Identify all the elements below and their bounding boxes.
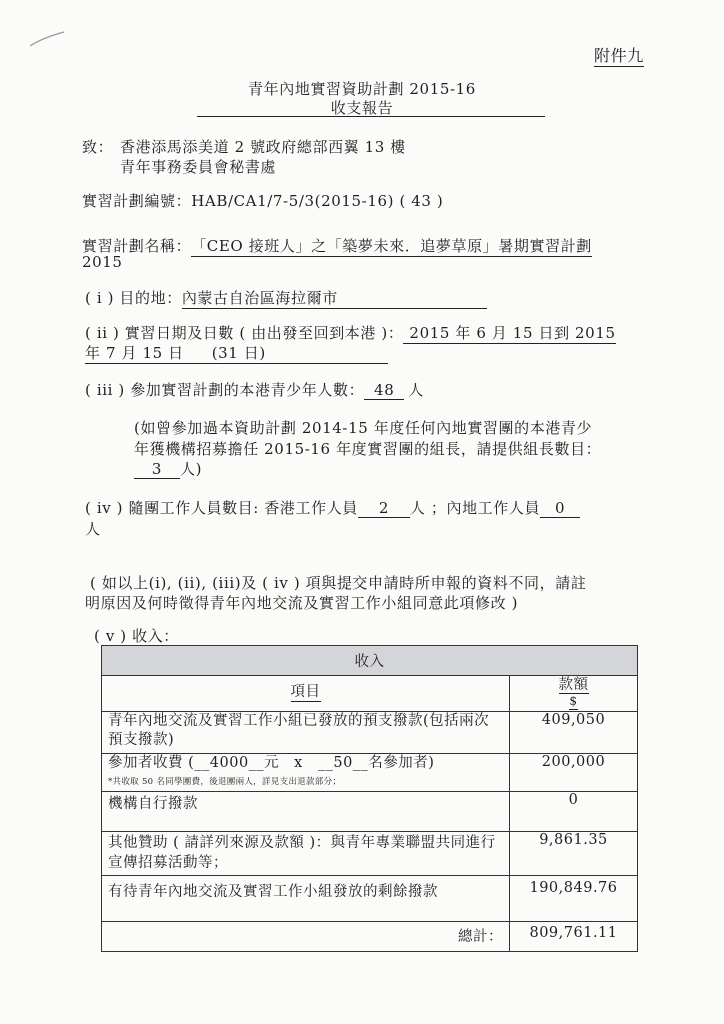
program-name-label: 實習計劃名稱：: [82, 237, 192, 255]
income-label: ( v ) 收入：: [94, 627, 179, 645]
income-table-title: 收入: [102, 646, 638, 676]
income-table: [101, 645, 638, 952]
staff-mid-label: 人 ；內地工作人員: [409, 499, 541, 517]
title-underline: [197, 116, 545, 117]
leaders-count: [134, 458, 202, 479]
currency-label: $: [569, 694, 578, 708]
destination-value: 內蒙古自治區海拉爾市: [182, 287, 487, 309]
youth-count-unit: 人: [408, 381, 424, 399]
staff-mainland-value: 0: [540, 499, 580, 518]
pen-mark: [28, 30, 68, 50]
row-advance-item: 青年內地交流及實習工作小組已發放的預支撥款(包括兩次預支撥款): [102, 712, 510, 754]
recipient-office: 青年事務委員會秘書處: [120, 158, 277, 176]
row-fee-amount: 200,000: [510, 754, 638, 792]
dates-days: (31 日): [211, 344, 266, 362]
program-number-label: 實習計劃編號：: [82, 192, 192, 210]
dates-value-1: 2015 年 6 月 15 日到 2015: [403, 322, 615, 344]
row-remaining-item: 有待青年內地交流及實習工作小組發放的剩餘撥款: [102, 876, 510, 922]
row-fee-cell: [102, 754, 510, 792]
staff-hk-value: 2: [358, 499, 410, 518]
youth-count-label: ( iii ) 參加實習計劃的本港青少年人數：: [85, 381, 365, 399]
program-name-value: 「CEO 接班人」之「築夢未來．追夢草原」暑期實習計劃: [191, 237, 592, 255]
report-subtitle: 收支報告: [330, 99, 394, 117]
destination: [85, 287, 487, 309]
row-fee-note: *共收取 50 名同學團費，後退團兩人，詳見支出退款部分；: [108, 777, 342, 787]
dates-line-2: [85, 342, 388, 364]
report-title: 青年內地實習資助計劃 2015-16: [248, 80, 476, 98]
leaders-note-1: (如曾參加過本資助計劃 2014-15 年度任何內地實習團的本港青少: [134, 419, 593, 437]
row-fee-item: 參加者收費 (__4000__元 x __50__名參加者): [108, 755, 435, 771]
row-advance-amount: 409,050: [510, 712, 638, 754]
program-year: 2015: [82, 253, 123, 271]
staff-count: [85, 497, 580, 518]
dates-value-2: 年 7 月 15 日 (31 日): [85, 342, 388, 364]
recipient-address: 香港添馬添美道 2 號政府總部西翼 13 樓: [120, 138, 406, 156]
total-row: [102, 922, 638, 952]
dates: [85, 322, 616, 344]
table-row: [102, 832, 638, 876]
table-row: [102, 792, 638, 832]
staff-count-label: ( iv ) 隨團工作人員數目: 香港工作人員: [85, 499, 358, 517]
dates-label: ( ii ) 實習日期及日數 ( 由出發至回到本港 )：: [85, 324, 404, 342]
table-row: [102, 876, 638, 922]
amount-column-header: 款額 $: [510, 676, 638, 712]
row-sponsor-item: 其他贊助 ( 請詳列來源及款額 )：與青年專業聯盟共同進行宣傳招募活動等；: [102, 832, 510, 876]
change-notice-1: ( 如以上(i), (ii), (iii)及 ( iv ) 項與提交申請時所申報的資料不同，請註: [90, 574, 587, 592]
leaders-count-value: 3: [134, 460, 180, 479]
row-remaining-amount: 190,849.76: [510, 876, 638, 922]
staff-unit: 人: [85, 520, 101, 538]
leaders-count-unit: 人): [180, 460, 203, 478]
program-number-value: HAB/CA1/7-5/3(2015-16) ( 43 ): [191, 192, 444, 210]
row-org-item: 機構自行撥款: [102, 792, 510, 832]
total-value: 809,761.11: [510, 922, 638, 952]
table-row: [102, 754, 638, 792]
income-header-row: [102, 676, 638, 712]
leaders-note-2: 年獲機構招募擔任 2015-16 年度實習團的組長，請提供組長數目：: [134, 440, 602, 458]
annex-label: 附件九: [594, 43, 644, 67]
total-label: 總計：: [102, 922, 510, 952]
youth-count-value: 48: [364, 381, 404, 400]
change-notice-2: 明原因及何時徵得青年內地交流及實習工作小組同意此項修改 ): [85, 594, 519, 612]
program-name: [82, 235, 592, 257]
youth-count: [85, 379, 424, 400]
destination-label: ( i ) 目的地：: [85, 289, 182, 307]
item-column-header: 項目: [102, 676, 510, 712]
table-row: [102, 712, 638, 754]
program-number: [82, 190, 443, 211]
row-org-amount: 0: [510, 792, 638, 832]
to-label: 致：: [82, 138, 114, 156]
row-sponsor-amount: 9,861.35: [510, 832, 638, 876]
